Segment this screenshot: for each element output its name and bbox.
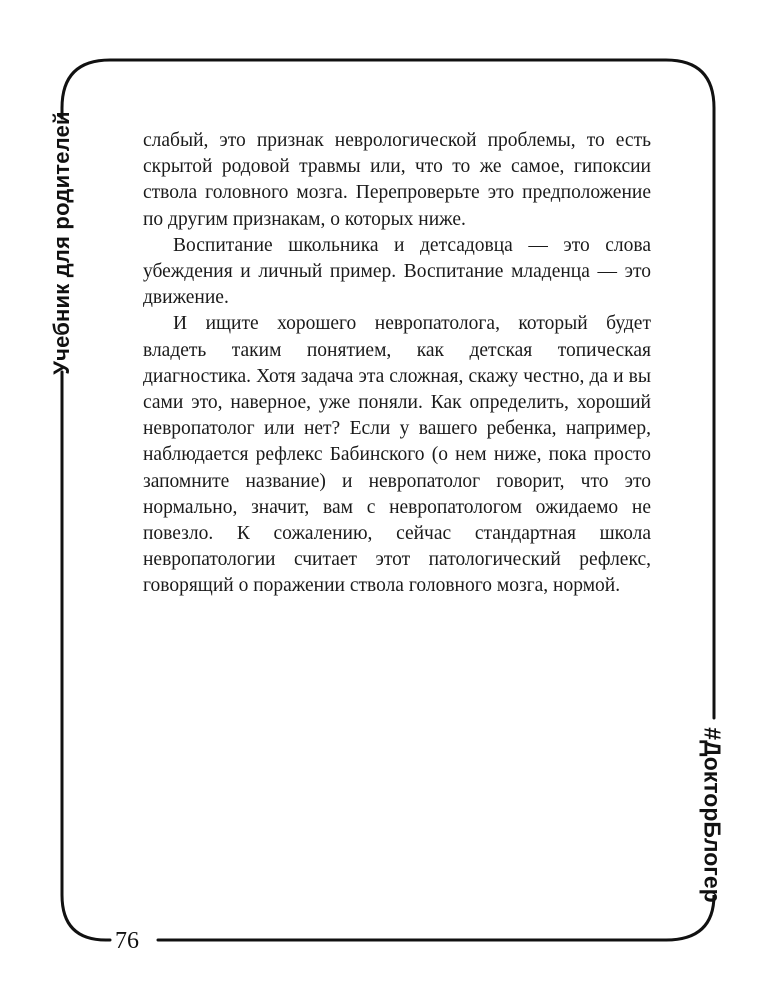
side-title-text: Учебник для родителей [49,111,74,375]
body-text [143,128,651,600]
frame-left-lower [62,372,110,940]
paragraph-3: И ищите хорошего невропатолога, который будет владеть таким понятием, как детская топическая диагностика. Хотя задача эта сложная, скажу честно, да и вы сами это, наверное, уже поняли. Как определить, хороший невропатолог или нет? Если у вашего ребенка, например, наблюдается рефлекс Бабинского (о нем ниже, пока просто запомните название) и невропатолог говорит, что это нормально, значит, вам с невропатологом ожидаемо не повезло. К сожалению, сейчас стандартная школа невропатологии считает этот патологический рефлекс, говорящий о поражении ствола головного мозга, нормой. [143,313,651,597]
page-number: 76 [115,928,139,954]
paragraph-1: слабый, это признак неврологической проблемы, то есть скрытой родовой травмы или, что то же самое, гипоксии ствола головного мозга. Перепроверьте это предположение по другим признакам, о которых ниже. [143,130,651,230]
frame-bottom-edge [158,895,714,940]
side-hashtag-text: #ДокторБлогер [699,727,726,903]
paragraph-2: Воспитание школьника и детсадовца — это слова убеждения и личный пример. Воспитание младенца — это движение. [143,234,651,309]
